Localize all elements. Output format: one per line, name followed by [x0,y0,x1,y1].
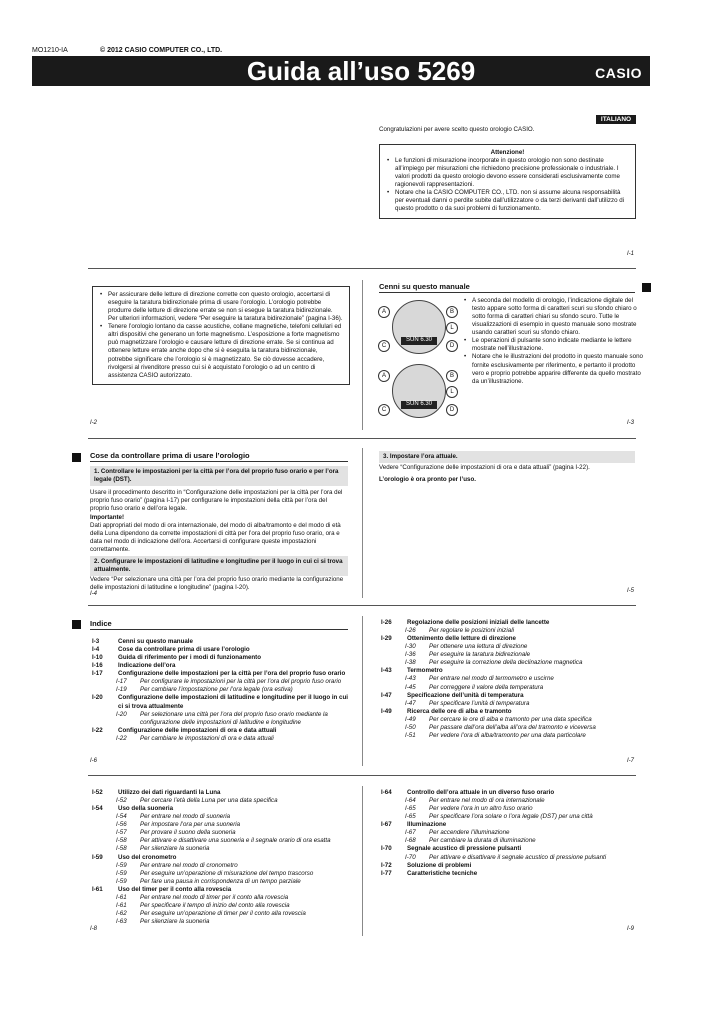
index-entry [92,727,354,735]
index-title: Configurazione delle impostazioni di ora e data attuali [118,726,277,734]
index-page-ref: I-61 [116,893,127,901]
index-entry [92,638,354,646]
index-subentry [92,797,354,805]
index-page-ref: I-67 [405,829,416,837]
index-subentry [92,918,354,926]
index-subtitle: Per entrare nel modo di termometro e uscirne [429,675,554,683]
index-subentry [381,675,636,683]
index-subentry [92,711,354,727]
index-entry [92,805,354,813]
button-c-label: C [378,340,390,352]
button-d-label: D [446,340,458,352]
index-entry [92,646,354,654]
index-list-1 [92,638,354,743]
index-title: Termometro [407,667,443,675]
index-subtitle: Per ottenere una lettura di direzione [429,643,528,651]
index-subtitle: Per selezionare una città per l’ora del proprio fuso orario mediante la configurazione delle impostazioni di latitudine e longitudine [140,710,328,726]
index-subentry [92,837,354,845]
index-entry [92,789,354,797]
index-subentry [92,894,354,902]
index-subtitle: Per specificare il tempo di inizio del conto alla rovescia [140,901,290,909]
index-subentry [381,627,636,635]
index-entry [381,789,636,797]
index-entry [92,654,354,662]
index-page-ref: I-59 [116,877,127,885]
list-item: • Le operazioni di pulsante sono indicate mediante le lettere mostrate nell’illustrazione. [472,337,644,353]
index-subtitle: Per cercare l’età della Luna per una data specifica [140,797,278,805]
index-page-ref: I-45 [405,683,416,691]
index-entry [92,886,354,894]
index-subentry [381,643,636,651]
index-page-ref: I-22 [92,726,103,734]
title-banner [32,56,650,86]
list-item: • Notare che la CASIO COMPUTER CO., LTD. non si assume alcuna responsabilità per eventuali danni o perdite subite dall’utilizzatore o da terzi derivanti dall’utilizzo di questo prodotto o da suoi problemi di funzionamento. [395,189,629,213]
index-page-ref: I-49 [381,707,392,715]
index-page-ref: I-59 [92,853,103,861]
index-page-ref: I-47 [405,699,416,707]
index-entry [381,692,636,700]
watch-face [392,364,446,418]
index-subentry [92,829,354,837]
index-subentry [381,724,636,732]
manual-notes [463,297,644,386]
index-subtitle: Per cercare le ore di alba e tramonto per una data specifica [429,715,592,723]
index-page-ref: I-30 [405,643,416,651]
index-page-ref: I-26 [405,627,416,635]
list-item: • Le funzioni di misurazione incorporate in questo orologio non sono destinate all’impiego per misurazioni che richiedono precisione professionale o industriale. I valori prodotti da questo orologio devono essere considerati esclusivamente come ragionevoli rappresentazioni. [395,157,629,189]
index-title: Uso del cronometro [118,853,177,861]
index-subtitle: Per eseguire un’operazione di timer per il conto alla rovescia [140,909,306,917]
index-page-ref: I-3 [92,638,100,645]
index-subtitle: Per provare il suono della suoneria [140,829,236,837]
index-title: Guida di riferimento per i modi di funzionamento [118,654,262,662]
index-subtitle: Per fare una pausa in corrispondenza di un tempo parziale [140,877,301,885]
index-subentry [381,684,636,692]
index-page-ref: I-65 [405,805,416,813]
index-entry [381,635,636,643]
index-page-ref: I-36 [405,651,416,659]
index-page-ref: I-52 [116,797,127,805]
index-subtitle: Per cambiare la durata di illuminazione [429,837,536,845]
index-page-ref: I-19 [116,686,127,694]
divider [362,448,363,598]
watch-illustration [378,298,458,418]
index-page-ref: I-17 [116,678,127,686]
language-tab: ITALIANO [596,115,636,124]
index-title: Indicazione dell’ora [118,662,176,670]
index-title: Uso della suoneria [118,805,174,813]
index-page-ref: I-49 [405,715,416,723]
index-page-ref: I-52 [92,789,103,796]
page-number: I-8 [90,926,98,932]
index-page-ref: I-72 [381,861,392,869]
index-page-ref: I-43 [381,667,392,675]
index-entry [381,870,636,878]
button-c-label: C [378,404,390,416]
page-number: I-1 [627,251,635,257]
index-title: Utilizzo dei dati riguardanti la Luna [118,789,221,796]
index-page-ref: I-57 [116,829,127,837]
index-subtitle: Per regolare le posizioni iniziali [429,627,514,635]
list-item: • Tenere l’orologio lontano da casse acustiche, collane magnetiche, telefoni cellulari ed altri dispositivi che generano un forte magnetismo. L’esposizione a forte magnetismo può magnetizzare l’orologio e causare letture di direzione errate. Se si continua ad ottenere letture errate anche dopo che si è eseguita la taratura bidirezionale, potrebbe significare che l’orologio si è magnetizzato. Se ciò dovesse accadere, rivolgersi al rivenditore presso cui si è acquistato l’orologio o ad un centro di assistenza CASIO autorizzato. [108,323,343,379]
index-subtitle: Per silenziare la suoneria [140,845,210,853]
index-page-ref: I-22 [116,734,127,742]
list-item: • Per assicurare delle letture di direzione corrette con questo orologio, accertarsi di eseguire la taratura bidirezionale prima di usare l’orologio. L’orologio potrebbe produrre delle letture di direzione errate se non si esegue la taratura bidirezionale. Per ulteriori informazioni, vedere “Per eseguire la taratura bidirezionale” (pagina I-36). [108,291,343,323]
index-title: Ricerca delle ore di alba e tramonto [407,707,512,715]
index-subtitle: Per entrare nel modo di timer per il conto alla rovescia [140,893,289,901]
button-a-label: A [378,306,390,318]
step-heading: 1. Controllare le impostazioni per la città per l’ora del proprio fuso orario e per l’ora legale (DST). [90,466,348,486]
index-subentry [381,837,636,845]
index-subentry [92,862,354,870]
index-page-ref: I-70 [381,845,392,853]
step-text: Vedere “Configurazione delle impostazioni di ora e data attuali” (pagina I-22). [379,464,590,471]
index-subtitle: Per passare dall’ora dell’alba all’ora del tramonto e viceversa [429,723,596,731]
page-marker [72,453,81,462]
divider [88,438,636,439]
button-a-label: A [378,370,390,382]
index-subentry [92,845,354,853]
index-subentry [92,735,354,743]
index-title: Uso del timer per il conto alla rovescia [118,885,232,893]
section-title: Cose da controllare prima di usare l’orologio [90,451,250,460]
page-number: I-7 [627,758,635,764]
step-heading: 2. Configurare le impostazioni di latitudine e longitudine per il luogo in cui ci si trova attualmente. [90,556,348,576]
index-subentry [92,910,354,918]
intro-text: Congratulazioni per avere scelto questo orologio CASIO. [379,126,535,133]
index-page-ref: I-67 [381,821,392,829]
divider [88,775,636,776]
index-entry [381,821,636,829]
button-d-label: D [446,404,458,416]
list-item: • Notare che le illustrazioni del prodotto in questo manuale sono fornite esclusivamente per riferimento, e pertanto il prodotto vero e proprio potrebbe apparire differente da quello mostrato da un’illustrazione. [472,353,644,385]
index-subtitle: Per eseguire la correzione della declinazione magnetica [429,659,583,667]
index-page-ref: I-16 [92,662,103,670]
attention-title: Attenzione! [490,149,525,156]
index-subtitle: Per silenziare la suoneria [140,918,210,925]
index-entry [381,862,636,870]
index-page-ref: I-64 [405,797,416,805]
index-subentry [92,686,354,694]
index-page-ref: I-56 [116,821,127,829]
index-page-ref: I-63 [116,918,127,925]
index-subentry [92,813,354,821]
index-subtitle: Per vedere l’ora in un altro fuso orario [429,805,533,813]
index-entry [381,845,636,853]
divider [88,268,636,269]
button-b-label: B [446,370,458,382]
button-l-label: L [446,386,458,398]
index-subtitle: Per cambiare l’impostazione per l’ora legale (ora estiva) [140,686,293,694]
index-title: Configurazione delle impostazioni di latitudine e longitudine per il luogo in cui ci si trova attualmente [118,694,348,710]
index-page-ref: I-61 [92,885,103,893]
index-subentry [381,854,636,862]
divider [362,786,363,936]
index-subentry [381,716,636,724]
index-subtitle: Per specificare l’unità di temperatura [429,699,530,707]
note-list [99,291,343,380]
index-page-ref: I-54 [116,813,127,821]
index-page-ref: I-10 [92,654,103,662]
index-subtitle: Per accendere l’illuminazione [429,829,510,837]
page-marker [72,620,81,629]
divider [379,292,635,293]
index-subtitle: Per eseguire un’operazione di misurazione del tempo trascorso [140,869,314,877]
index-page-ref: I-20 [116,710,127,718]
index-subentry [381,797,636,805]
index-title: Controllo dell’ora attuale in un diverso fuso orario [407,789,555,796]
section-title: Cenni su questo manuale [379,282,470,291]
index-page-ref: I-47 [381,691,392,699]
watch-face [392,300,446,354]
index-subtitle: Per entrare nel modo di ora internazionale [429,797,545,805]
index-subentry [92,870,354,878]
note-box [92,286,350,385]
index-title: Configurazione delle impostazioni per la città per l’ora del proprio fuso orario [118,670,346,678]
index-subentry [92,821,354,829]
copyright: © 2012 CASIO COMPUTER CO., LTD. [100,47,223,54]
index-page-ref: I-58 [116,837,127,845]
page-number: I-6 [90,758,98,764]
index-subtitle: Per entrare nel modo di suoneria [140,813,231,821]
index-subentry [381,829,636,837]
index-page-ref: I-17 [92,670,103,678]
index-page-ref: I-68 [405,837,416,845]
list-item: • A seconda del modello di orologio, l’indicazione digitale del testo appare sotto forma di caratteri scuri su sfondo chiaro o sotto forma di caratteri chiari su sfondo scuro. Tutte le visualizzazioni di esempio in questo manuale sono mostrate usando caratteri scuri su sfondo chiaro. [472,297,644,337]
index-page-ref: I-54 [92,805,103,813]
index-page-ref: I-59 [116,869,127,877]
index-subtitle: Per entrare nel modo di cronometro [140,861,238,869]
section-title: Indice [90,619,112,628]
index-title: Specificazione dell’unità di temperatura [407,691,524,699]
index-title: Ottenimento delle letture di direzione [407,635,516,643]
index-page-ref: I-26 [381,619,392,626]
important-title: Importante! [90,514,125,521]
index-subtitle: Per specificare l’ora solare o l’ora legale (DST) per una città [429,813,593,821]
index-subtitle: Per configurare le impostazioni per la città per l’ora del proprio fuso orario [140,678,342,686]
index-subentry [92,878,354,886]
page-number: I-2 [90,420,98,426]
index-subentry [381,651,636,659]
index-entry [381,667,636,675]
button-l-label: L [446,322,458,334]
index-subentry [381,732,636,740]
index-subtitle: Per cambiare le impostazioni di ora e data attuali [140,734,274,742]
index-list-4 [381,789,636,878]
document-code: MO1210-IA [32,47,68,54]
index-page-ref: I-64 [381,789,392,796]
index-page-ref: I-29 [381,635,392,643]
index-page-ref: I-65 [405,813,416,821]
index-subentry [92,902,354,910]
button-b-label: B [446,306,458,318]
brand-logo: CASIO [595,65,642,81]
divider [362,616,363,766]
index-subentry [381,805,636,813]
page-number: I-9 [627,926,635,932]
index-title: Caratteristiche tecniche [407,869,478,877]
index-page-ref: I-70 [405,853,416,861]
index-entry [92,694,354,710]
index-entry [92,854,354,862]
ready-text: L’orologio è ora pronto per l’uso. [379,476,476,483]
attention-box [379,144,636,219]
important-text: Dati appropriati del modo di ora internazionale, del modo di alba/tramonto e del modo di età della Luna dipendono da corrette impostazioni di città per l’ora del proprio fuso orario, ora e data nel modo di indicazione dell’ora. Accertarsi di configurare queste impostazioni correttamente. [90,522,341,554]
index-subtitle: Per attivare e disattivare il segnale acustico di pressione pulsanti [429,853,607,861]
watch-display: SUN 6.30 [401,401,437,409]
index-subentry [381,700,636,708]
index-subentry [92,678,354,686]
page-number: I-4 [90,591,98,597]
page-number: I-3 [627,420,635,426]
index-page-ref: I-58 [116,845,127,853]
index-page-ref: I-61 [116,901,127,909]
divider [90,629,348,630]
index-title: Soluzione di problemi [407,861,472,869]
index-list-2 [381,619,636,740]
index-title: Regolazione delle posizioni iniziali delle lancette [407,619,550,626]
step-text: Usare il procedimento descritto in “Configurazione delle impostazioni per la città per l’ora del proprio fuso orario” (pagina I-17) per configurare le impostazioni della città per l’ora del proprio fuso orario e dell’ora legale. [90,489,343,513]
index-entry [381,619,636,627]
index-title: Illuminazione [407,821,447,829]
index-title: Segnale acustico di pressione pulsanti [407,845,522,853]
index-page-ref: I-59 [116,861,127,869]
index-subtitle: Per attivare e disattivare una suoneria e il segnale orario di ora esatta [140,837,331,845]
divider [362,280,363,430]
index-page-ref: I-38 [405,659,416,667]
attention-list [386,157,629,213]
index-page-ref: I-4 [92,646,100,654]
page-marker [642,283,651,292]
divider [90,461,348,462]
watch-display: SUN 6.30 [401,337,437,345]
index-page-ref: I-43 [405,675,416,683]
step-text: Vedere “Per selezionare una città per l’ora del proprio fuso orario mediante la configurazione delle impostazioni di latitudine e longitudine” (pagina I-20). [90,576,344,592]
index-entry [92,662,354,670]
index-subentry [381,813,636,821]
index-page-ref: I-62 [116,909,127,917]
index-page-ref: I-20 [92,694,103,702]
index-title: Cose da controllare prima di usare l’orologio [118,646,250,654]
index-subentry [381,659,636,667]
index-entry [92,670,354,678]
index-subtitle: Per eseguire la taratura bidirezionale [429,651,531,659]
index-page-ref: I-50 [405,723,416,731]
index-title: Cenni su questo manuale [118,638,193,645]
index-entry [381,708,636,716]
index-page-ref: I-77 [381,869,392,877]
step-heading: 3. Impostare l’ora attuale. [379,451,635,463]
index-subtitle: Per correggere il valore della temperatura [429,683,544,691]
page-number: I-5 [627,588,635,594]
page-title: Guida all’uso 5269 [246,56,476,86]
index-list-3 [92,789,354,926]
index-subtitle: Per vedere l’ora di alba/tramonto per una data particolare [429,731,586,739]
index-subtitle: Per impostare l’ora per una suoneria [140,821,241,829]
index-page-ref: I-51 [405,731,416,739]
divider [88,605,636,606]
